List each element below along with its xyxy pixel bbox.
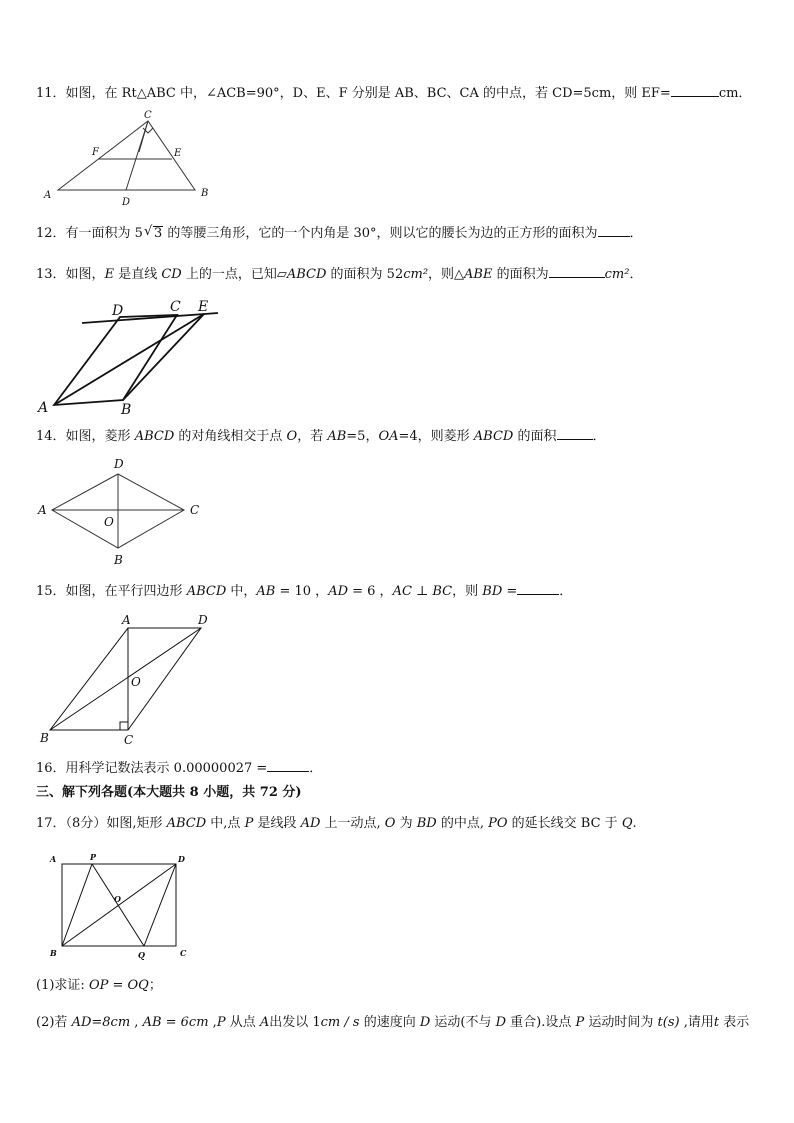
point-label-a: A xyxy=(50,854,57,864)
q12-number: 12． xyxy=(36,226,66,241)
q13-answer-blank[interactable] xyxy=(549,265,605,278)
q11-figure xyxy=(40,108,220,208)
point-label-c: C xyxy=(190,503,200,517)
q15-figure xyxy=(36,610,226,750)
point-label-b: B xyxy=(201,188,209,199)
point-label-e: E xyxy=(174,148,182,159)
point-label-c: C xyxy=(170,299,181,315)
point-label-d: D xyxy=(122,197,131,208)
right-angle-mark xyxy=(120,722,128,730)
q16-answer-blank[interactable] xyxy=(267,759,309,772)
segment-ce-hint xyxy=(139,121,148,152)
q17-part1: (1)求证: OP = OQ； xyxy=(36,978,162,993)
point-label-b: B xyxy=(40,731,49,745)
point-label-e: E xyxy=(198,299,209,315)
point-label-a: A xyxy=(122,613,131,627)
q13-number: 13． xyxy=(36,267,66,282)
point-label-a: A xyxy=(38,400,49,416)
segment-bp xyxy=(62,864,92,946)
point-label-b: B xyxy=(114,553,123,567)
q14-number: 14． xyxy=(36,429,66,444)
q11-number: 11． xyxy=(36,86,66,101)
diagonal-bd xyxy=(50,628,201,730)
q15-answer-blank[interactable] xyxy=(517,582,559,595)
point-label-c: C xyxy=(124,733,134,747)
point-label-f: F xyxy=(92,147,99,158)
segment-qd xyxy=(144,864,176,946)
point-label-d: D xyxy=(112,303,124,319)
q13-text: 13．如图，E 是直线 CD 上的一点，已知▱ABCD 的面积为 52cm²，则△ABE 的面积为 cm²． xyxy=(36,267,643,282)
point-label-a: A xyxy=(38,503,47,517)
q14-text: 14．如图，菱形 ABCD 的对角线相交于点 O，若 AB=5，OA=4，则菱形 ABCD 的面积 ． xyxy=(36,429,606,444)
point-label-q: Q xyxy=(138,950,145,960)
q11-text: 11．如图，在 Rt△ABC 中，∠ACB=90°，D、E、F 分别是 AB、BC、CA 的中点，若 CD=5cm，则 EF= cm． xyxy=(36,86,752,101)
diagonal-bd xyxy=(62,864,176,946)
q17-part2: (2)若 AD=8cm , AB = 6cm ,P 从点 A出发以 1cm / s 的速度向 D 运动(不与 D 重合).设点 P 运动时间为 t(s) ,请用t 表示 xyxy=(36,1015,750,1030)
q12-text: 12．有一面积为 5√ 3 的等腰三角形，它的一个内角是 30°，则以它的腰长为边的正方形的面积为 ． xyxy=(36,224,643,243)
point-label-d: D xyxy=(178,854,185,864)
point-label-o: O xyxy=(104,515,114,529)
q17-number: 17． xyxy=(36,816,66,831)
point-label-c: C xyxy=(180,948,187,958)
q14-answer-blank[interactable] xyxy=(557,427,593,440)
sqrt-3: √ 3 xyxy=(153,226,163,240)
q11-answer-blank[interactable] xyxy=(671,84,719,97)
point-label-a: A xyxy=(44,190,52,201)
point-label-o: O xyxy=(131,675,141,689)
q17-text: 17．（8分）如图,矩形 ABCD 中,点 P 是线段 AD 上一动点, O 为 BD 的中点, PO 的延长线交 BC 于 Q. xyxy=(36,816,637,831)
point-label-d: D xyxy=(114,457,124,471)
q15-text: 15．如图，在平行四边形 ABCD 中，AB = 10 ，AD = 6 ，AC ⊥ BC，则 BD = ． xyxy=(36,584,573,599)
q16-text: 16．用科学记数法表示 0.00000027 = ． xyxy=(36,761,323,776)
segment-be xyxy=(123,314,204,400)
point-label-p: P xyxy=(90,852,97,862)
q15-number: 15． xyxy=(36,584,66,599)
point-label-d: D xyxy=(198,613,208,627)
q16-number: 16． xyxy=(36,761,66,776)
q17-figure xyxy=(44,850,194,960)
q14-figure xyxy=(36,456,216,571)
section-title: 三、解下列各题(本大题共 8 小题，共 72 分) xyxy=(36,785,302,800)
point-label-b: B xyxy=(121,402,132,418)
q12-answer-blank[interactable] xyxy=(598,224,630,237)
segment-pq xyxy=(92,864,144,946)
parallelogram-abcd xyxy=(54,315,177,405)
q13-figure xyxy=(36,298,236,418)
point-label-b: B xyxy=(50,948,57,958)
point-label-o: O xyxy=(114,894,121,904)
point-label-c: C xyxy=(144,110,152,121)
